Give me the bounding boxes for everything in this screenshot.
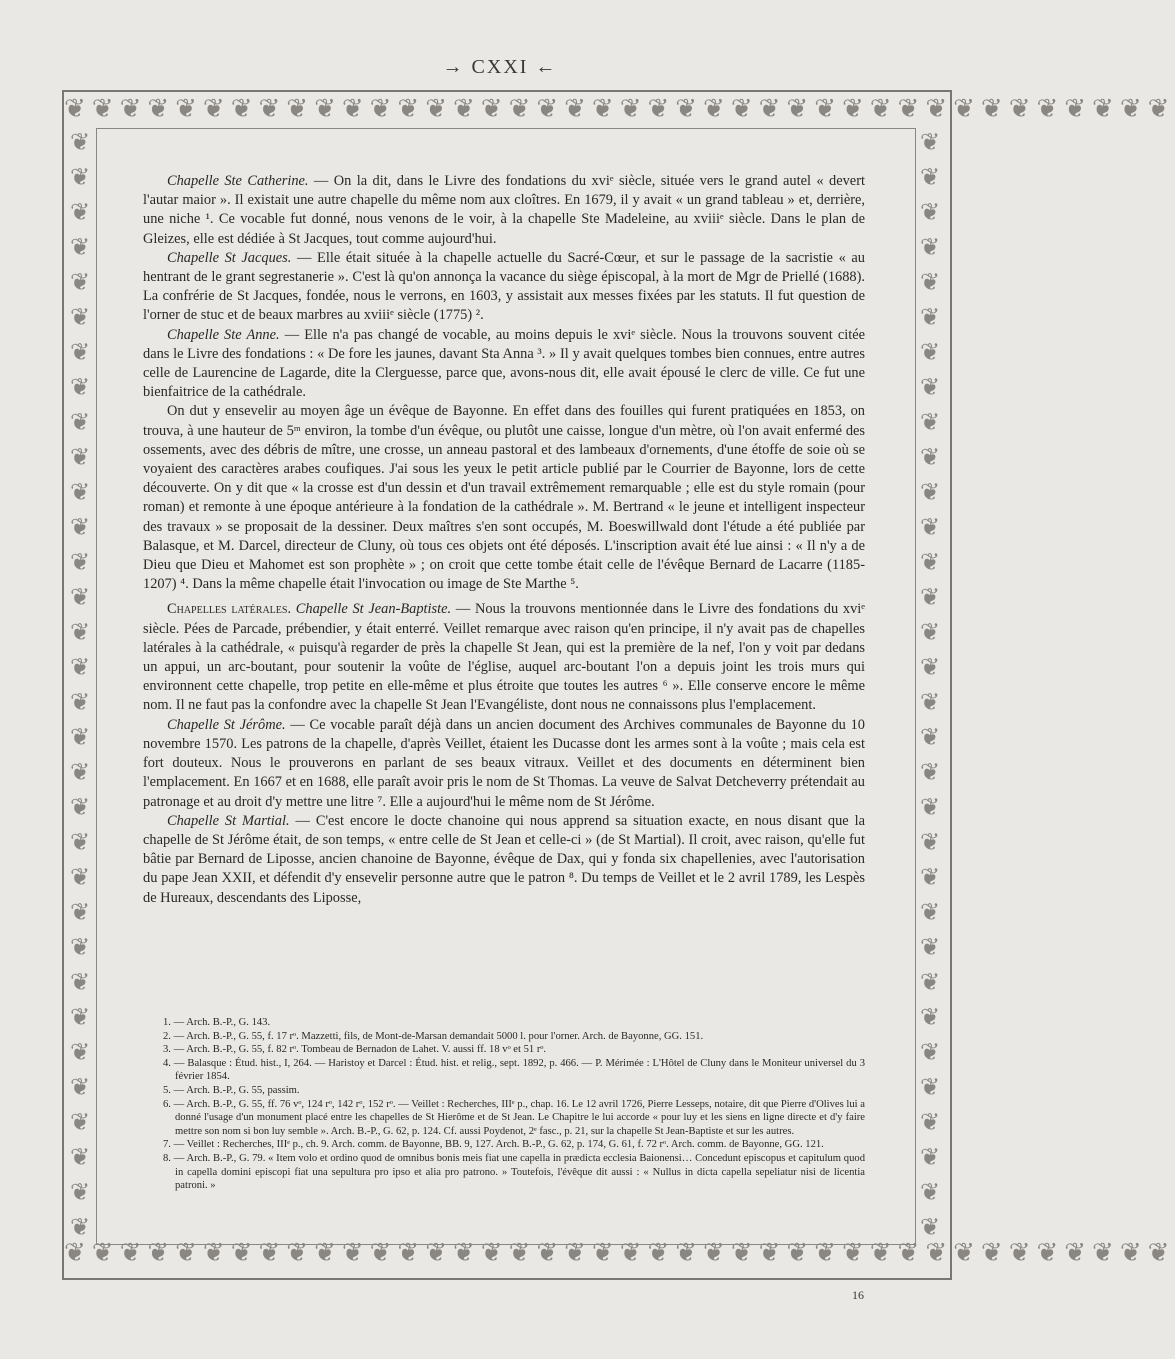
footnote-6: 6. — Arch. B.-P., G. 55, ff. 76 vᵒ, 124 rᵒ, 142 rᵒ, 152 rᵒ. — Veillet : Recherches, IIIᵉ p., chap. 16. Le 12 avril 1726, Pierre Lesseps, notaire, dit que Pierre d'Olives lui a donné l'usage d'un monument placé entre les chapelles de St Hierôme et de St Jean. Le Chapitre le lui accorde « pour luy et les siens en ligne directe et d'y faire mettre son nom si bon luy semble ». Arch. B.-P., G. 62, p. 124. Cf. aussi Poydenot, 2ᵉ fasc., p. 21, sur la chapelle St Jean-Baptiste et sur les autres. — [163, 1098, 865, 1137]
footnote-7: 7. — Veillet : Recherches, IIIᵉ p., ch. 9. Arch. comm. de Bayonne, BB. 9, 127. Arch. B.-P., G. 62, p. 174, G. 61, f. 72 rᵒ. Arch. comm. de Bayonne, GG. 121. — [163, 1139, 824, 1151]
paragraph-body: — On la dit, dans le Livre des fondations du xviᵉ siècle, située vers le grand autel « devert l'autar maior ». Il existait une autre chapelle du même nom aux cloîtres. En 1679, il y avait « un grand tableau » et, derrière, une niche ¹. Ce vocable fut donné, nous venons de le voir, à la chapelle Ste Madeleine, au xviiiᵉ siècle. Dans le plan de Gleizes, elle est dédiée à St Jacques, tout comme aujourd'hui. — [143, 173, 865, 247]
paragraph-eveque-bayonne — [143, 402, 865, 594]
footnote-1: 1. — Arch. B.-P., G. 143. — [163, 1017, 271, 1028]
paragraph-heading: Chapelle St Jacques. — [167, 249, 292, 266]
section-heading: Chapelles latérales. — [167, 601, 292, 618]
ornament-band-bottom: ❦❦❦❦❦❦❦❦❦❦❦❦❦❦❦❦❦❦❦❦❦❦❦❦❦❦❦❦❦❦❦❦❦❦❦❦❦❦❦❦ — [64, 1238, 1175, 1267]
footnote-5: 5. — Arch. B.-P., G. 55, passim. — [163, 1084, 300, 1096]
footnote-3: 3. — Arch. B.-P., G. 55, f. 82 rᵒ. Tombeau de Bernadon de Lahet. V. aussi ff. 18 vᵒ et 51 rᵒ. — [163, 1044, 547, 1056]
ornament-band-left: ❦ ❦ ❦ ❦ ❦ ❦ ❦ ❦ ❦ ❦ ❦ ❦ ❦ ❦ ❦ ❦ ❦ ❦ ❦ ❦ ❦ ❦ ❦ ❦ ❦ ❦ ❦ ❦ ❦ ❦ ❦ ❦ — [69, 130, 91, 1241]
paragraph-heading: Chapelle St Jérôme. — [167, 716, 286, 733]
paragraph-heading: Chapelle Ste Anne. — [167, 326, 280, 343]
paragraph-st-jerome — [143, 716, 865, 812]
paragraph-body: — Nous la trouvons mentionnée dans le Livre des fondations du xviᵉ siècle. Pées de Parcade, prébendier, y était enterré. Veillet remarque avec raison qu'en principe, il n'y avait pas de chapelles latérales à la cathédrale, « puisqu'à regarder de près la chapelle St Jean, qui est la première de la nef, l'on y voit par dedans un appui, un arc-boutant, pour soutenir la voûte de l'église, auquel arc-boutant l'on a depuis joint les trois murs qui environnent cette chapelle, trop petite en elle-même et plus étroite que toutes les autres ⁶ ». Elle conserve encore le même nom. Il ne faut pas la confondre avec la chapelle St Jean l'Evangéliste, dont nous ne connaissons plus l'emplacement. — [143, 601, 865, 714]
paragraph-ste-catherine — [143, 172, 865, 249]
footnote-2: 2. — Arch. B.-P., G. 55, f. 17 rᵒ. Mazzetti, fils, de Mont-de-Marsan demandait 5000 l. pour l'orner. Arch. de Bayonne, GG. 151. — [163, 1030, 704, 1042]
paragraph-body: — Elle était située à la chapelle actuelle du Sacré-Cœur, et sur le passage de la sacristie « au hentrant de le grant segrestanerie ». C'est là qu'on annonça la vacance du siège épiscopal, à la mort de Mgr de Priellé (1688). La confrérie de St Jacques, fondée, nous le verrons, en 1603, y assistait aux messes fixées par les statuts. Il fut question de l'orner de stuc et de beaux marbres au xviiiᵉ siècle (1775) ². — [143, 249, 865, 324]
paragraph-heading: Chapelle St Martial. — [167, 812, 290, 829]
paragraph-st-martial — [143, 812, 865, 908]
main-text — [143, 172, 865, 908]
paragraph-body: — C'est encore le docte chanoine qui nous apprend sa situation exacte, en nous disant que la chapelle de St Jérôme était, de son temps, « entre celle de St Jean et celle-ci » (de St Martial). Il croit, avec raison, qu'elle fut bâtie par Bernard de Liposse, ancien chanoine de Bayonne, évêque de Dax, qui y fonda six chapellenies, avec l'autorisation du pape Jean XXII, et défendit d'y ensevelir personne autre que le patron ⁸. Du temps de Veillet et le 2 avril 1789, les Lespès de Hureaux, descendants des Liposse, — [143, 812, 865, 906]
ornament-band-top: ❦❦❦❦❦❦❦❦❦❦❦❦❦❦❦❦❦❦❦❦❦❦❦❦❦❦❦❦❦❦❦❦❦❦❦❦❦❦❦❦ — [64, 94, 1175, 123]
paragraph-st-jacques — [143, 249, 865, 326]
ornament-band-right: ❦ ❦ ❦ ❦ ❦ ❦ ❦ ❦ ❦ ❦ ❦ ❦ ❦ ❦ ❦ ❦ ❦ ❦ ❦ ❦ ❦ ❦ ❦ ❦ ❦ ❦ ❦ ❦ ❦ ❦ ❦ ❦ — [919, 130, 941, 1241]
paragraph-body: — Elle n'a pas changé de vocable, au moins depuis le xviᵉ siècle. Nous la trouvons souvent citée dans le Livre des fondations : « De fore les jaunes, davant Sta Anna ³. » Il y avait quelques tombes bien connues, entre autres celle de Laurencine de Lagarde, dite la Clerguesse, parce que, avons-nous dit, elle avait épousé le clerc de ville. Ce fut une bienfaitrice de la cathédrale. — [143, 326, 865, 401]
paragraph-ste-anne — [143, 326, 865, 403]
paragraph-heading: Chapelle St Jean-Baptiste. — [291, 601, 452, 618]
footnotes — [143, 1016, 865, 1193]
paragraph-st-jean-baptiste — [143, 600, 865, 715]
footnote-4: 4. — Balasque : Étud. hist., I, 264. — Haristoy et Darcel : Étud. hist. et relig., sept. 1892, p. 466. — P. Mérimée : L'Hôtel de Cluny dans le Moniteur universel du 3 février 1854. — [163, 1057, 865, 1083]
footnote-8: 8. — Arch. B.-P., G. 79. « Item volo et ordino quod de omnibus bonis meis fiat une capella in prædicta ecclesia Baionensi… Concedunt episcopus et capitulum quod in capella domini episcopi fiat una sepultura pro ipso et alia pro patrono. » Toutefois, l'évêque dit aussi : « Nullus in dicta capella sepeliatur nisi de licentia patroni. » — [163, 1152, 865, 1192]
paragraph-heading: Chapelle Ste Catherine. — [167, 173, 309, 189]
page-number: 16 — [852, 1288, 864, 1302]
paragraph-body: — Ce vocable paraît déjà dans un ancien document des Archives communales de Bayonne du 10 novembre 1570. Les patrons de la chapelle, d'après Veillet, étaient les Ducasse dont les armes sont à la voûte ; mais cela est fort douteux. Nous le prouverons en parlant de ses beaux vitraux. Veillet et des documents en déterminent bien l'emplacement. En 1667 et en 1688, elle paraît avoir pris le nom de St Thomas. La veuve de Salvat Detcheverry prétendait au patronage et au droit d'y mettre une litre ⁷. Elle a aujourd'hui le même nom de St Jérôme. — [143, 716, 865, 810]
paragraph-body: On dut y ensevelir au moyen âge un évêque de Bayonne. En effet dans des fouilles qui furent pratiquées en 1853, on trouva, à une hauteur de 5ᵐ environ, la tombe d'un évêque, ou plutôt une caisse, longue d'un mètre, où l'on avait enfermé des ossements, avec des débris de mître, une crosse, un anneau pastoral et des lambeaux d'ornements, d'une étoffe de soie où se voyaient des caractères arabes coufiques. J'ai sous les yeux le petit article publié par le Courrier de Bayonne, lors de cette découverte. On y dit que « la crosse est d'un dessin et d'un travail extrêmement remarquable ; elle est du style romain (pour roman) et remonte à une époque antérieure à la fondation de la cathédrale ». M. Bertrand « le jeune et intelligent inspecteur des travaux » se proposait de la dessiner. Deux maîtres s'en sont occupés, M. Boeswillwald dont l'étude a été publiée par Balasque, et M. Darcel, directeur de Cluny, où tous ces objets ont été déposés. L'inscription avait été lue ainsi : « Il n'y a de Dieu que Dieu et Mahomet est son prophète » ; on croit que cette tombe était celle de l'évêque Bernard de Lacarre (1185-1207) ⁴. Dans la même chapelle était l'invocation ou image de Ste Marthe ⁵. — [143, 403, 865, 593]
page-header: → CXXI ← — [442, 56, 558, 78]
